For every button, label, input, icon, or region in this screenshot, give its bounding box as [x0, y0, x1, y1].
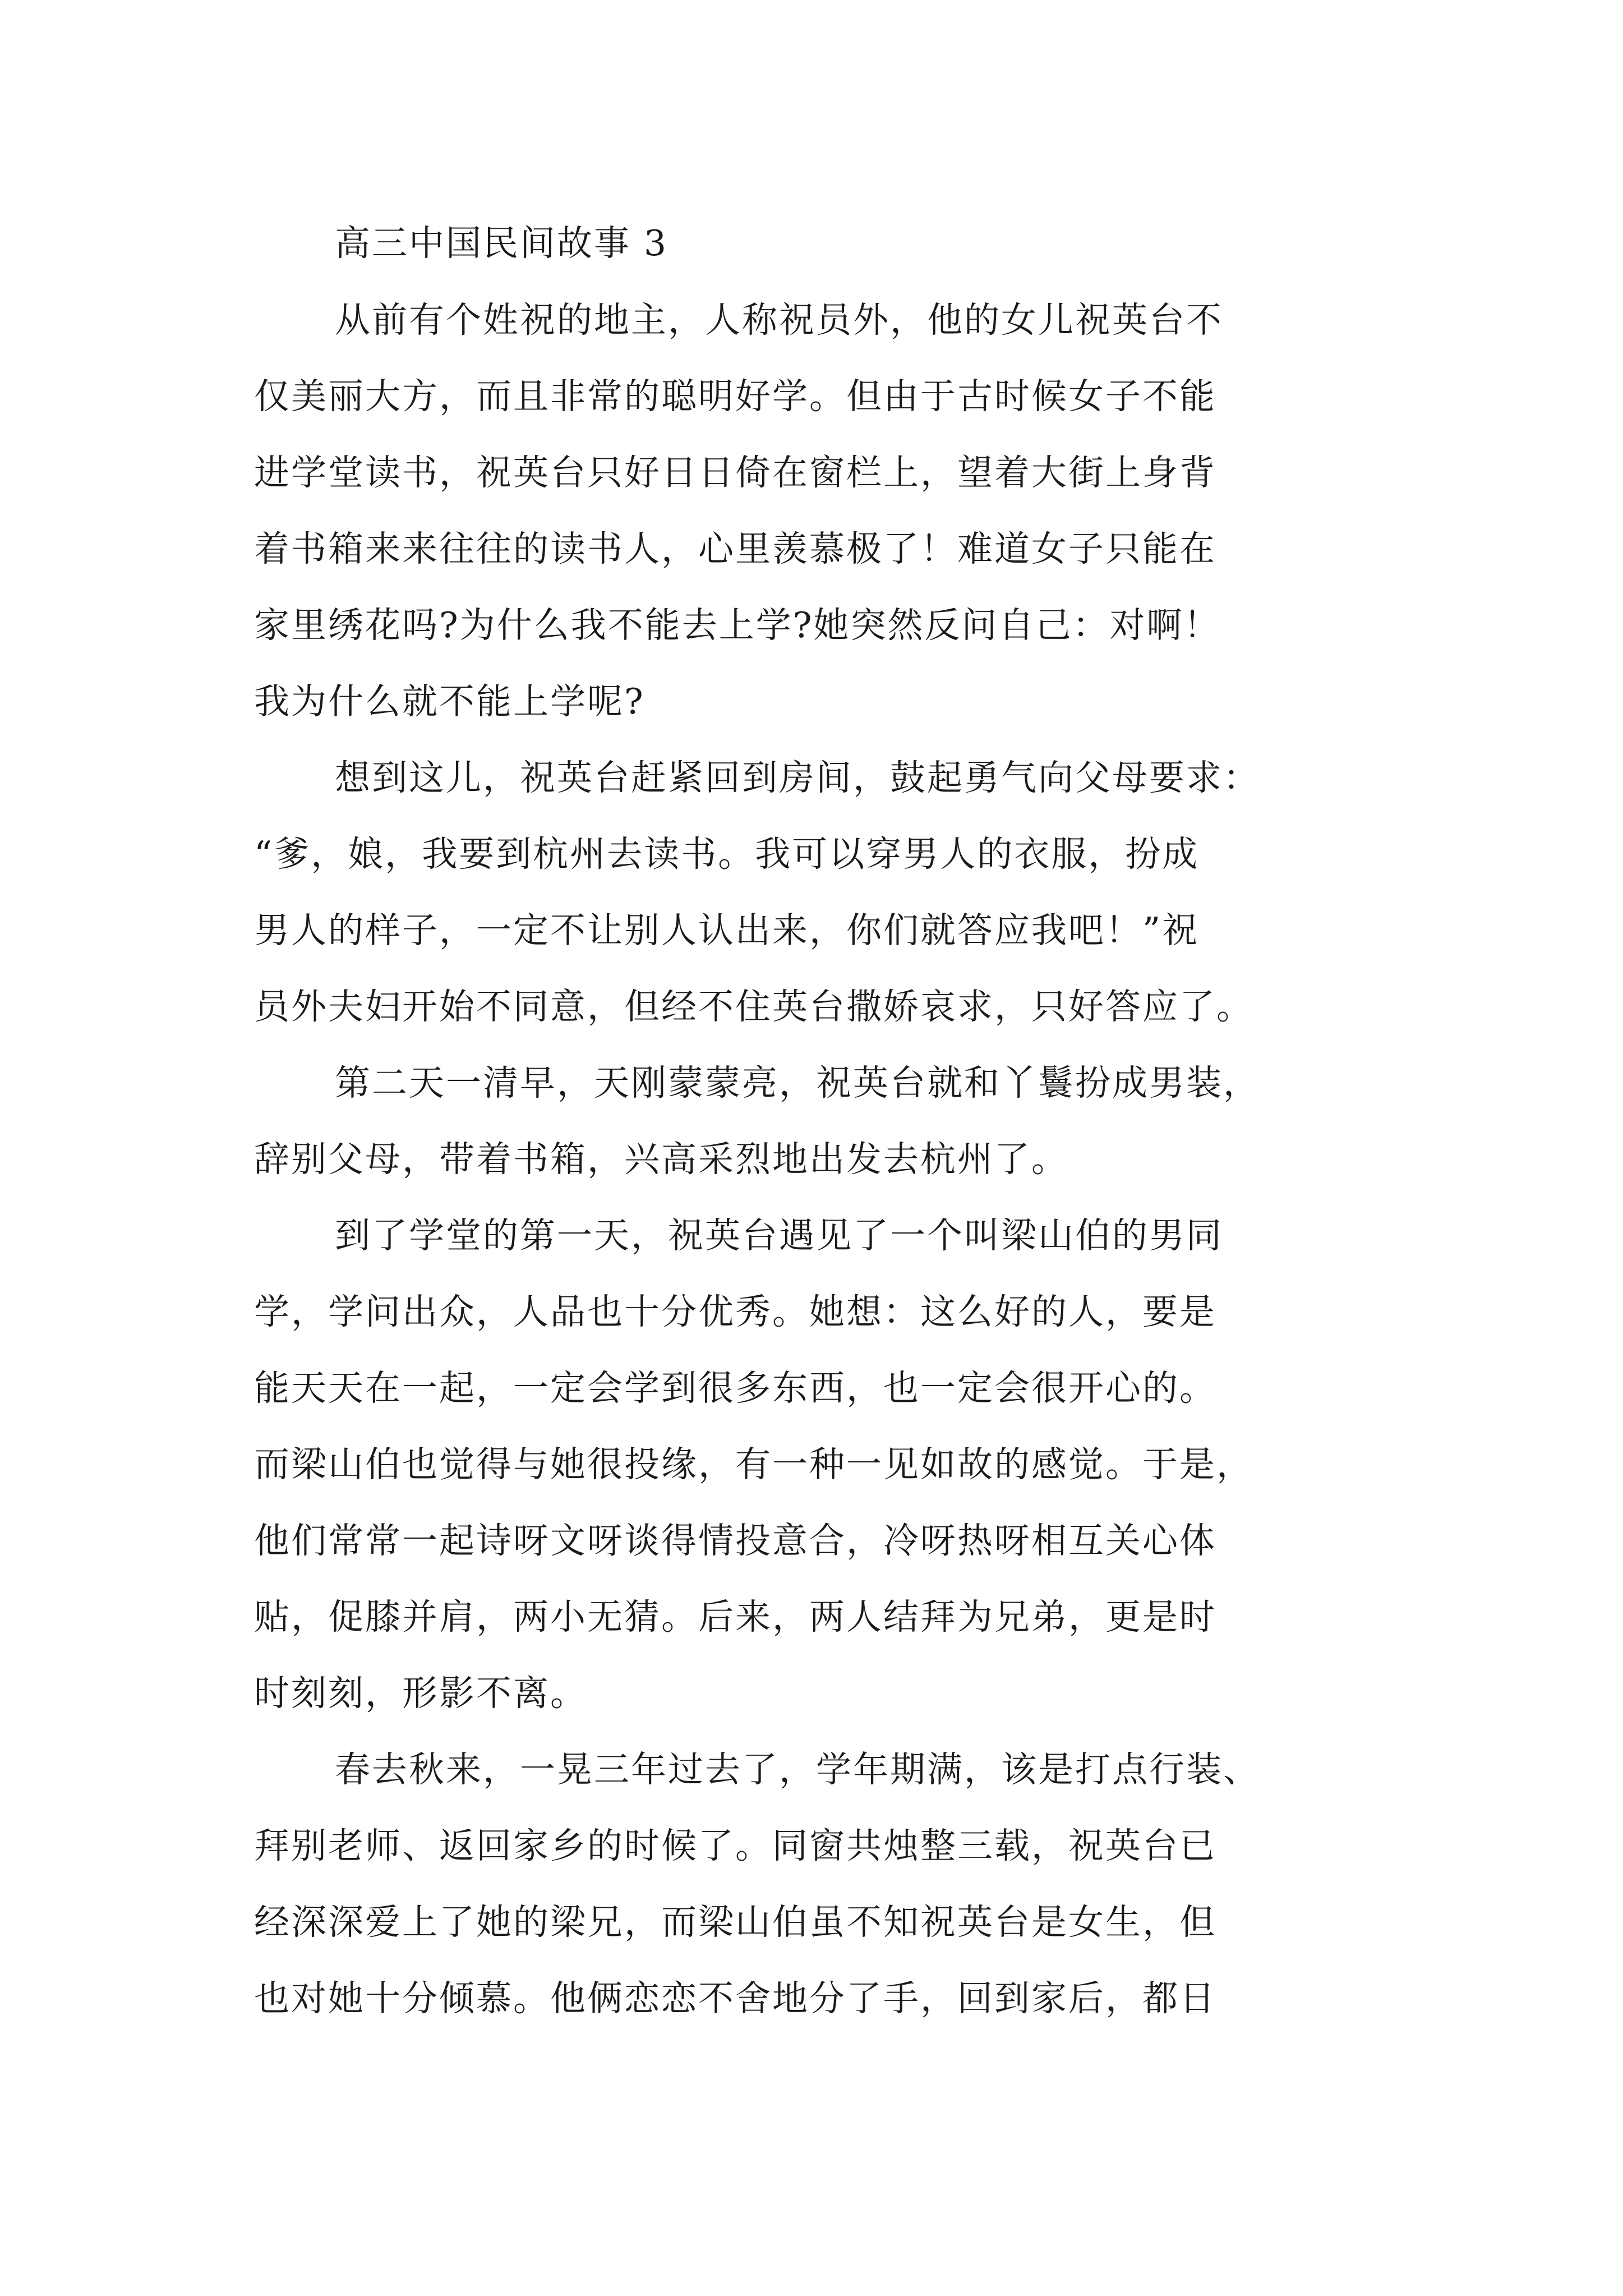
text-line: 从前有个姓祝的地主，人称祝员外，他的女儿祝英台不: [335, 300, 1223, 341]
text-line: 拜别老师、返回家乡的时候了。同窗共烛整三载，祝英台已: [254, 1825, 1216, 1866]
text-line: 着书箱来来往往的读书人，心里羡慕极了！难道女子只能在: [254, 528, 1216, 569]
text-line: “爹，娘，我要到杭州去读书。我可以穿男人的衣服，扮成: [254, 834, 1200, 875]
text-line: 员外夫妇开始不同意，但经不住英台撒娇哀求，只好答应了。: [254, 986, 1253, 1027]
text-line: 经深深爱上了她的梁兄，而梁山伯虽不知祝英台是女生，但: [254, 1902, 1216, 1943]
text-line: 到了学堂的第一天，祝英台遇见了一个叫梁山伯的男同: [335, 1215, 1223, 1256]
text-line: 他们常常一起诗呀文呀谈得情投意合，冷呀热呀相互关心体: [254, 1520, 1216, 1561]
text-line: 能天天在一起，一定会学到很多东西，也一定会很开心的。: [254, 1368, 1216, 1409]
text-line: 进学堂读书，祝英台只好日日倚在窗栏上，望着大街上身背: [254, 452, 1216, 493]
text-line: 想到这儿，祝英台赶紧回到房间，鼓起勇气向父母要求：: [335, 757, 1260, 798]
text-line: 男人的样子，一定不让别人认出来，你们就答应我吧！”祝: [254, 910, 1200, 951]
text-line: 家里绣花吗?为什么我不能去上学?她突然反问自己：对啊！: [254, 605, 1221, 646]
document-title: 高三中国民间故事 3: [335, 223, 668, 264]
text-line: 而梁山伯也觉得与她很投缘，有一种一见如故的感觉。于是，: [254, 1444, 1253, 1485]
text-line: 辞别父母，带着书箱，兴高采烈地出发去杭州了。: [254, 1139, 1068, 1180]
text-line: 也对她十分倾慕。他俩恋恋不舍地分了手，回到家后，都日: [254, 1978, 1216, 2019]
text-line: 学，学问出众，人品也十分优秀。她想：这么好的人，要是: [254, 1291, 1216, 1332]
text-line: 时刻刻，形影不离。: [254, 1673, 587, 1714]
text-line: 春去秋来，一晃三年过去了，学年期满，该是打点行装、: [335, 1749, 1260, 1790]
text-line: 我为什么就不能上学呢?: [254, 681, 645, 722]
text-line: 贴，促膝并肩，两小无猜。后来，两人结拜为兄弟，更是时: [254, 1596, 1216, 1637]
text-line: 第二天一清早，天刚蒙蒙亮，祝英台就和丫鬟扮成男装，: [335, 1062, 1260, 1103]
text-line: 仅美丽大方，而且非常的聪明好学。但由于古时候女子不能: [254, 376, 1216, 417]
